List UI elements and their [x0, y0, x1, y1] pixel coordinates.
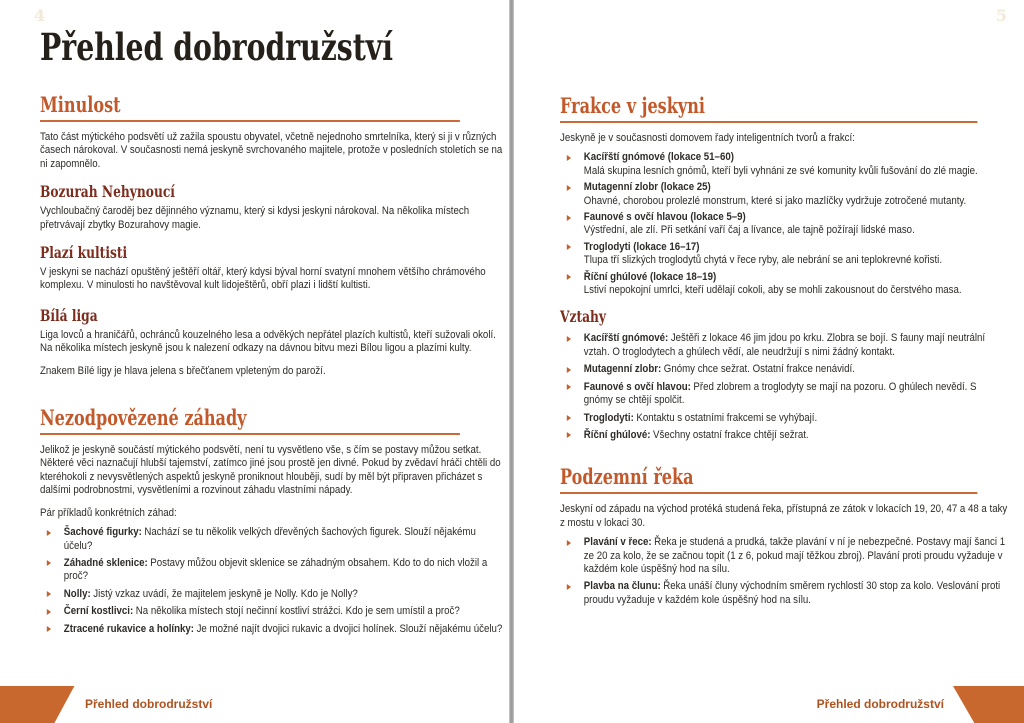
- list-item: [560, 381, 1008, 408]
- bullet-triangle-icon: [567, 540, 571, 546]
- bullet-triangle-icon: [567, 415, 571, 421]
- section-heading-frakce: Frakce v jeskyni: [560, 93, 705, 118]
- paragraph: Vychloubačný čaroděj bez dějinného významu, který si kdysi jeskyni nárokoval. Na několika místech přetrvávají zbytky Bozurahovy magie.: [40, 205, 470, 231]
- faction-title: Troglodyti (lokace 16–17): [583, 240, 700, 253]
- bullet-text: Je možné najít dvojici rukavic a dvojici holínek. Slouží nějakému účelu?: [196, 622, 503, 635]
- left-page-content: [40, 0, 505, 640]
- bullet-triangle-icon: [567, 244, 571, 250]
- list-item: [560, 412, 1008, 425]
- river-list: [560, 536, 1008, 607]
- bullet-triangle-icon: [567, 155, 571, 161]
- list-intro: Pár příkladů konkrétních záhad:: [40, 506, 177, 519]
- faction-title: Faunové s ovčí hlavou (lokace 5–9): [583, 211, 746, 224]
- list-item: [560, 536, 1008, 576]
- bullet-triangle-icon: [47, 609, 51, 615]
- heading-rule: [560, 492, 977, 494]
- bullet-triangle-icon: [47, 560, 51, 566]
- list-item: [40, 526, 505, 553]
- bullet-lead: Mutagenní zlobr:: [583, 363, 662, 376]
- section-heading-reka: Podzemní řeka: [560, 464, 694, 490]
- bullet-lead: Šachové figurky:: [63, 526, 142, 539]
- bullet-lead: Říční ghúlové:: [583, 428, 651, 441]
- page-number-tab-left: [0, 686, 80, 723]
- subsection-heading-vztahy: Vztahy: [560, 307, 607, 327]
- bullet-text: Všechny ostatní frakce chtějí sežrat.: [653, 428, 809, 441]
- page-number-tab-right: [953, 686, 1024, 723]
- bullet-text: Na několika místech stojí nečinní kostliví strážci. Kdo je sem umístil a proč?: [135, 605, 460, 618]
- paragraph: Tato část mýtického podsvětí už zažila spoustu obyvatel, včetně nejednoho smrtelníka, který si ji v různých časech nárokoval. V současnosti nemá jeskyně svrchovaného majitele, protože v posledních stoletích se na ni zapomnělo.: [40, 131, 503, 170]
- paragraph: V jeskyni se nachází opuštěný ještěří oltář, který kdysi býval horní svatyní mnohem většího chrámového komplexu. V minulosti ho navštěvoval kult lidoještěrů, obří plazi i lidští kultisti.: [40, 266, 486, 292]
- bullet-lead: Faunové s ovčí hlavou:: [583, 380, 691, 393]
- bullet-text: Nachází se tu několik velkých dřevěných šachových figurek. Slouží nějakému účelu?: [63, 526, 476, 552]
- factions-list: [560, 151, 1008, 297]
- list-item: [560, 363, 1008, 376]
- list-item: [40, 605, 505, 618]
- bullet-text: Gnómy chce sežrat. Ostatní frakce nenávidí.: [663, 363, 855, 376]
- list-item: [560, 271, 1008, 298]
- faction-description: Ohavné, chorobou prolezlé monstrum, které si jako mazlíčky vydržuje zotročené mutanty.: [583, 194, 967, 207]
- page-spine-divider: [509, 0, 514, 723]
- bullet-triangle-icon: [567, 336, 571, 342]
- paragraph: Jeskyní od západu na východ protéká studená řeka, přístupná ze zátok v lokacích 19, 20, 47 a 48 a taky z mostu v lokaci 30.: [560, 503, 1008, 529]
- bullet-text: Řeka unáší čluny východním směrem rychlostí 30 stop za kolo. Veslování proti proudu vyžaduje v každém kole úspěšný hod na sílu.: [583, 580, 1001, 606]
- list-item: [560, 151, 1008, 178]
- bullet-triangle-icon: [567, 584, 571, 590]
- bullet-lead: Kacířští gnómové:: [583, 332, 669, 345]
- paragraph: Jelikož je jeskyně součástí mýtického podsvětí, není tu vysvětleno vše, s čím se postavy můžou setkat. Některé věci naznačují hlubší tajemství, zatímco jiné jsou prostě jen divné. Pokud by zvědaví hráči chtěli do kteréhokoli z nevysvětlených aspektů jeskyně proniknout hlouběji, sudí by měl být připraven přicházet s dalšími podrobnostmi, vysvětleními a rozvinout záhadu vlastními nápady.: [40, 444, 501, 497]
- footer-section-label-right: Přehled dobrodružství: [816, 697, 944, 711]
- list-item: [560, 429, 1008, 442]
- bullet-text: Jistý vzkaz uvádí, že majitelem jeskyně je Nolly. Kdo je Nolly?: [93, 587, 358, 600]
- page-title: Přehled dobrodružství: [40, 25, 394, 69]
- bullet-triangle-icon: [47, 530, 51, 536]
- heading-rule: [560, 121, 977, 123]
- bullet-lead: Záhadné sklenice:: [63, 556, 148, 569]
- paragraph: Znakem Bílé ligy je hlava jelena s břečťanem vpleteným do paroží.: [40, 364, 326, 377]
- subsection-heading-bila-liga: Bílá liga: [40, 305, 98, 325]
- faction-description: Malá skupina lesních gnómů, kteří byli vyhnáni ze své komunity kvůli fušování do zlé magie.: [583, 164, 978, 177]
- footer-section-label-left: Přehled dobrodružství: [85, 697, 213, 711]
- faction-description: Výstřední, ale zlí. Při setkání vaří čaj a lívance, ale tajně požírají lidské maso.: [583, 224, 915, 237]
- mysteries-list: [40, 526, 505, 636]
- bullet-lead: Plavání v řece:: [583, 536, 652, 549]
- list-item: [40, 557, 505, 584]
- list-item: [560, 580, 1008, 607]
- relations-list: [560, 332, 1008, 442]
- bullet-triangle-icon: [567, 367, 571, 373]
- faction-description: Tlupa tří slizkých troglodytů chytá v řece ryby, ale nebrání se ani teplokrevné kořisti.: [583, 254, 943, 267]
- faction-description: Lstiví nepokojní umrlci, kteří udělají cokoli, aby se mohli zakousnout do čerstvého masa.: [583, 284, 962, 297]
- section-heading-minulost: Minulost: [40, 92, 121, 117]
- paragraph: Liga lovců a hraničářů, ochránců kouzelného lesa a odvěkých nepřátel plazích kultistů, kteří sužovali okolí. Na několika místech jeskyně jsou k nalezení odkazy na dávnou bitvu mezi Bílou ligou a plazími kulty.: [40, 328, 496, 355]
- list-item: [560, 332, 1008, 359]
- bullet-triangle-icon: [567, 384, 571, 390]
- bullet-text: Řeka je studená a prudká, takže plavání v ní je nebezpečné. Postavy mají šanci 1 ze 20 za kolo, že se začnou topit (1 z 6, pokud mají těžkou zbroj). Plavání proti proudu vyžaduje v každém kole úspěšný hod na sílu.: [583, 536, 1006, 575]
- list-item: [40, 623, 505, 636]
- list-item: [560, 211, 1008, 238]
- bullet-lead: Plavba na člunu:: [583, 580, 661, 593]
- heading-rule: [40, 120, 460, 122]
- subsection-heading-plazi: Plazí kultisti: [40, 243, 128, 263]
- list-item: [560, 181, 1008, 208]
- bullet-lead: Troglodyti:: [583, 411, 634, 424]
- page-number-right: 5: [995, 6, 1007, 25]
- list-item: [40, 588, 505, 601]
- bullet-triangle-icon: [567, 432, 571, 438]
- faction-title: Kacířští gnómové (lokace 51–60): [583, 151, 734, 164]
- section-heading-zahady: Nezodpovězené záhady: [40, 405, 247, 431]
- bullet-triangle-icon: [567, 185, 571, 191]
- right-page-content: [560, 0, 1008, 611]
- bullet-triangle-icon: [47, 591, 51, 597]
- page-number-left: 4: [34, 6, 46, 25]
- faction-title: Říční ghúlové (lokace 18–19): [583, 270, 717, 283]
- faction-title: Mutagenní zlobr (lokace 25): [583, 181, 711, 194]
- subsection-heading-bozurah: Bozurah Nehynoucí: [40, 182, 175, 202]
- bullet-text: Kontaktu s ostatními frakcemi se vyhýbají.: [636, 411, 818, 424]
- paragraph: Jeskyně je v současnosti domovem řady inteligentních tvorů a frakcí:: [560, 132, 855, 144]
- bullet-text: Před zlobrem a troglodyty se mají na pozoru. O ghúlech nevědí. S gnómy se chtějí spolčit.: [583, 380, 977, 407]
- bullet-text: Ještěři z lokace 46 jim jdou po krku. Zlobra se bojí. S fauny mají neutrální vztah. O troglodytech a ghúlech vědí, ale neudržují s nimi žádný kontakt.: [583, 332, 986, 358]
- bullet-triangle-icon: [47, 626, 51, 632]
- bullet-triangle-icon: [567, 215, 571, 221]
- bullet-lead: Ztracené rukavice a holínky:: [63, 622, 195, 635]
- bullet-text: Postavy můžou objevit sklenice se záhadným obsahem. Kdo to do nich vložil a proč?: [63, 556, 488, 583]
- heading-rule: [40, 433, 460, 435]
- list-item: [560, 241, 1008, 268]
- bullet-lead: Nolly:: [63, 587, 91, 600]
- bullet-triangle-icon: [567, 274, 571, 280]
- bullet-lead: Černí kostlivci:: [63, 605, 134, 618]
